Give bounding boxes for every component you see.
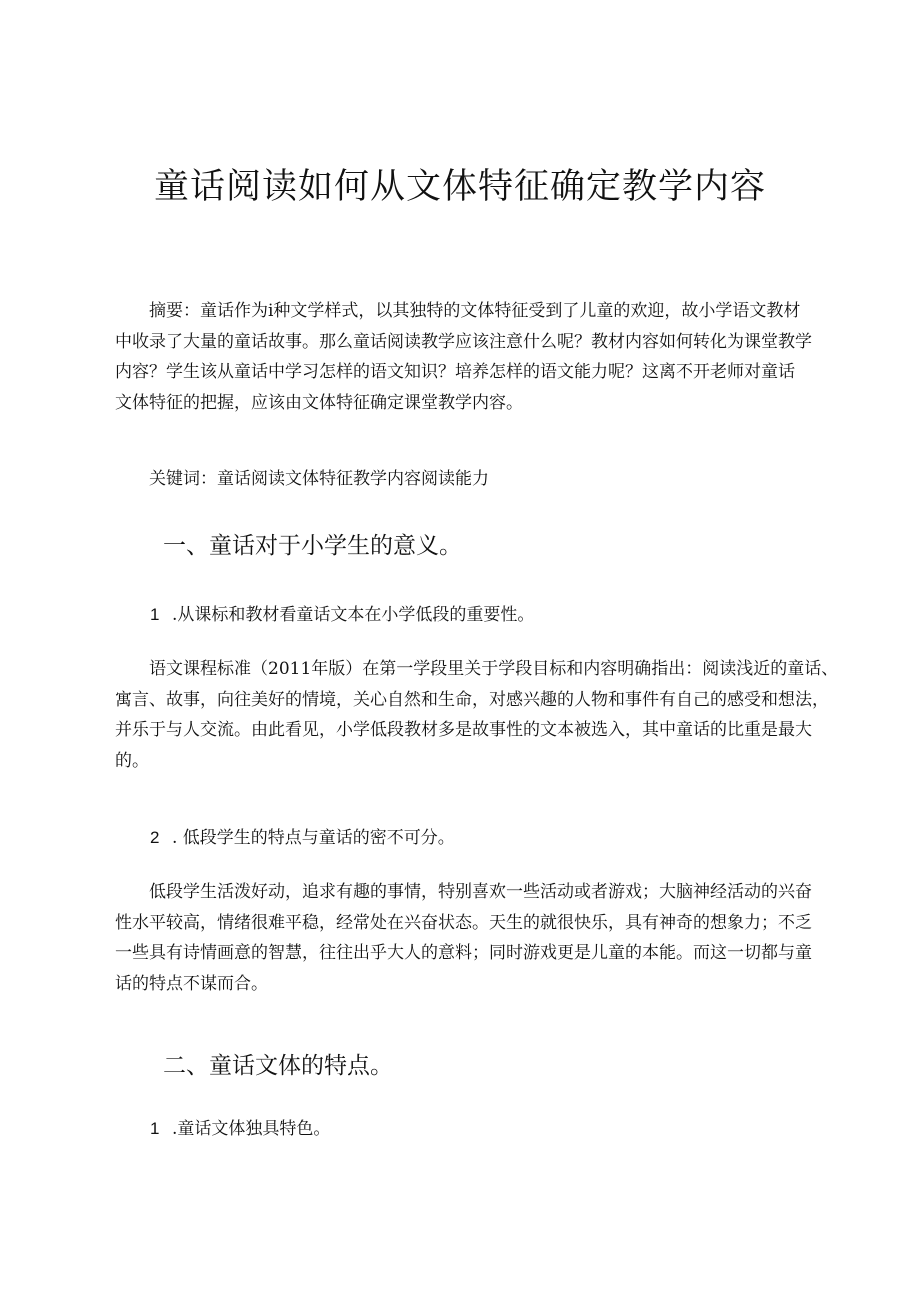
keywords-paragraph [115, 464, 815, 495]
body-line: 的。 [115, 750, 149, 771]
section-2-subheading-1 [150, 1115, 330, 1143]
body-line: 低段学生活泼好动，追求有趣的事情，特别喜欢一些活动或者游戏；大脑神经活动的兴奋 [149, 882, 812, 902]
body-line: 并乐于与人交流。由此看见，小学低段教材多是故事性的文本被选入，其中童话的比重是最大 [115, 720, 812, 740]
section-1-paragraph-1 [115, 654, 839, 776]
body-line: 语文课程标准（2011年版）在第一学段里关于学段目标和内容明确指出：阅读浅近的童话、 [149, 659, 839, 679]
section-2-heading: 二、童话文体的特点。 [163, 1053, 393, 1079]
body-line: 寓言、故事，向往美好的情境，关心自然和生命，对感兴趣的人物和事件有自己的感受和想法， [115, 689, 829, 710]
document-title: 童话阅读如何从文体特征确定教学内容 [153, 167, 766, 207]
subheading-number: 1 [150, 1119, 160, 1138]
subheading-text: .童话文体独具特色。 [172, 1119, 331, 1139]
subheading-number: 2 [150, 828, 160, 847]
subheading-number: 1 [150, 605, 160, 624]
body-line: 话的特点不谋而合。 [115, 973, 268, 994]
keywords-line: 关键词：童话阅读文体特征教学内容阅读能力 [149, 469, 489, 489]
abstract-line: 内容？学生该从童话中学习怎样的语文知识？培养怎样的语文能力呢？这离不开老师对童话 [115, 362, 795, 382]
subheading-text: . 低段学生的特点与童话的密不可分。 [172, 828, 455, 848]
abstract-paragraph [115, 296, 815, 418]
abstract-line: 中收录了大量的童话故事。那么童话阅读教学应该注意什么呢？教材内容如何转化为课堂教学 [115, 331, 812, 352]
subheading-text: .从课标和教材看童话文本在小学低段的重要性。 [172, 605, 535, 625]
section-1-paragraph-2 [115, 877, 815, 999]
body-line: 性水平较高，情绪很难平稳，经常处在兴奋状态。天生的就很快乐，具有神奇的想象力；不乏 [115, 912, 812, 933]
section-1-subheading-2 [150, 824, 455, 852]
section-1-heading: 一、童话对于小学生的意义。 [163, 533, 462, 559]
abstract-line: 文体特征的把握，应该由文体特征确定课堂教学内容。 [115, 392, 523, 413]
body-line: 一些具有诗情画意的智慧，往往出乎大人的意料；同时游戏更是儿童的本能。而这一切都与童 [115, 943, 812, 963]
section-1-subheading-1 [150, 601, 534, 629]
abstract-line: 摘要：童话作为i种文学样式，以其独特的文体特征受到了儿童的欢迎，故小学语文教材 [149, 301, 801, 321]
